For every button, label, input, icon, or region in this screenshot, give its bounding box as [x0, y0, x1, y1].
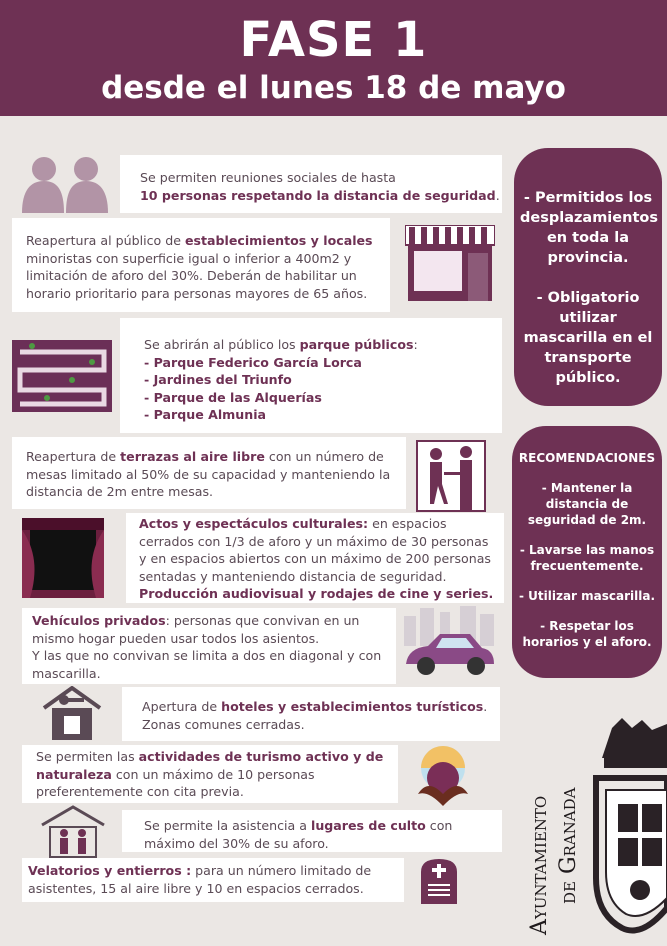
card-text: con un máximo de 10 personas preferentemente con cita previa.: [36, 766, 315, 799]
place-of-worship-icon: [40, 805, 106, 859]
card-text: para un número limitado de asistentes, 15 al aire libre y 10 en espacios cerrados.: [28, 863, 372, 896]
card-bold: parque públicos: [299, 337, 414, 352]
mobility-info-box: [514, 148, 662, 406]
logo-text-line1: Ayuntamiento: [527, 795, 552, 935]
info-card-parques: [120, 318, 502, 433]
nature-icon: [414, 744, 472, 808]
park-item: - Parque Federico García Lorca: [144, 354, 362, 370]
tombstone-icon: [420, 858, 458, 904]
card-text: con un número de mesas limitado al 50% de su capacidad y manteniendo la distancia de 2m entre mesas.: [26, 449, 391, 499]
car-icon: [400, 606, 500, 682]
park-item: - Parque Almunia: [144, 407, 267, 422]
card-bold: Actos y espectáculos culturales:: [139, 516, 369, 531]
card-text: .: [483, 699, 488, 714]
recommendations-title: RECOMENDACIONES: [518, 451, 656, 465]
info-card-velatorios: [22, 858, 404, 902]
info-card-turismo: [22, 745, 398, 803]
hotel-key-icon: [40, 686, 104, 742]
park-item: - Parque de las Alquerías: [144, 389, 322, 405]
header-banner: [0, 0, 667, 116]
page-title: FASE 1: [239, 12, 428, 68]
people-talking-icon: [14, 155, 114, 213]
info-card-comercios: [12, 218, 390, 312]
page-subtitle: desde el lunes 18 de mayo: [101, 70, 566, 106]
card-bold: actividades de turismo activo y de naturaleza: [36, 749, 384, 782]
mask-transport-text: - Obligatorio utilizar mascarilla en el transporte público.: [523, 290, 653, 386]
card-bold: lugares de culto: [311, 818, 426, 833]
card-bold: Velatorios y entierros :: [28, 863, 192, 878]
card-bold: terrazas al aire libre: [120, 449, 265, 464]
card-text: Se permiten reuniones sociales de hasta: [140, 170, 396, 185]
card-text: Reapertura al público de: [26, 233, 185, 248]
info-card-cultura: [126, 513, 504, 603]
theater-curtain-icon: [22, 518, 104, 598]
info-card-hoteles: [122, 687, 500, 741]
card-text: minoristas con superficie igual o inferior a 400m2 y limitación de aforo del 30%. Deberán de habilitar un horario prioritario para personas mayores de 65 años.: [26, 250, 368, 301]
recommendation-item: - Mantener la distancia de seguridad de 2m.: [527, 481, 647, 527]
card-text: Se permiten las: [36, 749, 139, 764]
terrace-icon: [416, 440, 486, 512]
info-card-vehiculos: [22, 608, 396, 684]
card-text: :: [413, 337, 418, 352]
card-text: .: [495, 187, 500, 203]
park-item: - Jardines del Triunfo: [144, 372, 292, 387]
card-bold: hoteles y establecimientos turísticos: [221, 699, 484, 714]
card-bold: establecimientos y locales: [184, 233, 373, 248]
info-card-culto: [122, 810, 502, 852]
recommendation-item: - Respetar los horarios y el aforo.: [522, 619, 652, 649]
recommendations-box: [512, 426, 662, 678]
shop-icon: [405, 225, 495, 301]
mobility-text: - Permitidos los desplazamientos en toda la provincia.: [520, 190, 658, 266]
card-text: en espacios cerrados con 1/3 de aforo y un máximo de 30 personas y en espacios abiertos con un máximo de 200 personas sentadas y manteniendo distancia de seguridad.: [139, 516, 491, 584]
coat-of-arms-logo: [582, 718, 667, 940]
card-text: : personas que convivan en un mismo hogar pueden usar todos los asientos.: [32, 613, 360, 646]
card-text: Apertura de: [142, 699, 222, 714]
park-map-icon: [12, 340, 112, 412]
recommendation-item: - Utilizar mascarilla.: [518, 589, 656, 603]
card-bold: Vehículos privados: [32, 613, 166, 628]
card-bold: Producción audiovisual y rodajes de cine y series.: [139, 586, 494, 601]
card-bold: 10 personas respetando la distancia de seguridad: [140, 187, 496, 203]
card-text: Se abrirán al público los: [144, 337, 300, 352]
recommendation-item: - Lavarse las manos frecuentemente.: [519, 543, 655, 573]
logo-text-line2: de Granada: [556, 787, 581, 904]
info-card-reuniones: [120, 155, 502, 213]
card-text: Y las que no convivan se limita a dos en diagonal y con mascarilla.: [32, 648, 382, 681]
card-text: Reapertura de: [26, 449, 121, 464]
card-text: con máximo del 30% de su aforo.: [144, 818, 453, 851]
card-text: Se permite la asistencia a: [144, 818, 311, 833]
card-text: Zonas comunes cerradas.: [142, 716, 305, 732]
info-card-terrazas: [12, 437, 406, 509]
